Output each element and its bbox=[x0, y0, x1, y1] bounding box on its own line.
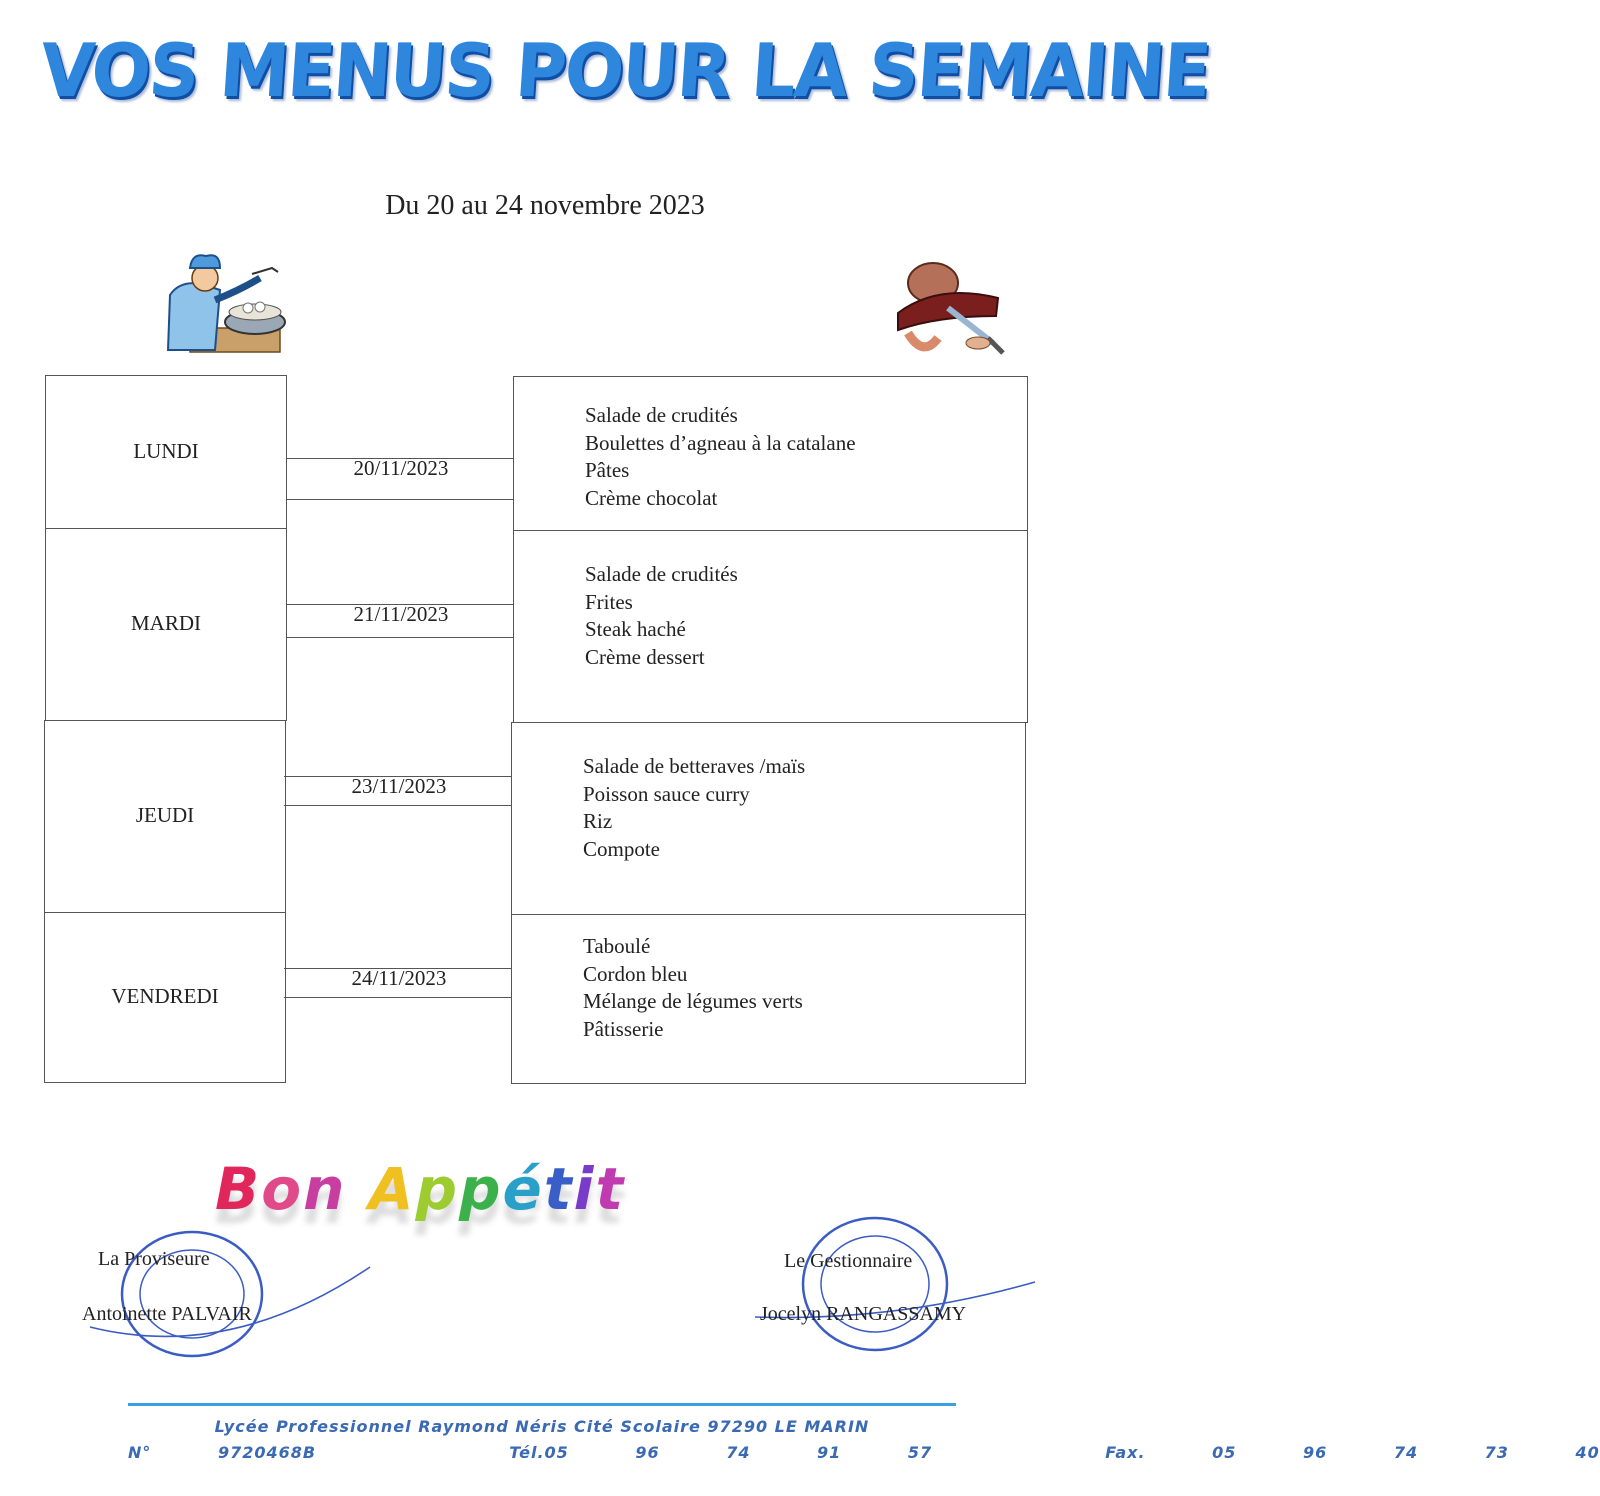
day-name: MARDI bbox=[130, 611, 201, 635]
day-name: JEUDI bbox=[135, 803, 195, 827]
date-label: 23/11/2023 bbox=[351, 774, 447, 798]
menu-item: Salade de betteraves /maïs bbox=[583, 754, 806, 778]
gestionnaire-stamp bbox=[795, 1212, 965, 1362]
day-box bbox=[44, 720, 286, 913]
menu-list bbox=[583, 933, 803, 1043]
menu-item: Frites bbox=[585, 589, 633, 614]
bon-appetit-banner bbox=[215, 1155, 875, 1250]
proviseure-role: La Proviseure bbox=[98, 1248, 210, 1270]
day-box bbox=[45, 375, 287, 529]
date-label: 24/11/2023 bbox=[351, 966, 447, 990]
day-name: LUNDI bbox=[133, 438, 199, 463]
menu-item: Boulettes d’agneau à la catalane bbox=[585, 430, 856, 455]
chef-cooking-illustration bbox=[160, 250, 290, 355]
footer-tel: Tél.05 96 74 91 57 bbox=[509, 1443, 933, 1462]
week-period: Du 20 au 24 novembre 2023 bbox=[385, 190, 705, 221]
footer-fax: Fax. 05 96 74 73 40 bbox=[1105, 1443, 1600, 1462]
menu-list bbox=[585, 561, 738, 671]
proviseure-stamp bbox=[110, 1222, 275, 1367]
day-box bbox=[45, 528, 287, 721]
gestionnaire-role: Le Gestionnaire bbox=[784, 1250, 913, 1272]
page-title: VOS MENUS POUR LA SEMAINE bbox=[37, 27, 1213, 114]
menu-item: Taboulé bbox=[583, 934, 651, 958]
date-label: 21/11/2023 bbox=[353, 602, 449, 626]
day-box bbox=[44, 912, 286, 1083]
footer-contacts bbox=[128, 1443, 1600, 1462]
menu-item: Pâtisserie bbox=[583, 1016, 664, 1041]
day-name: VENDREDI bbox=[111, 984, 219, 1008]
proviseure-name: Antoinette PALVAIR bbox=[82, 1303, 252, 1325]
menu-item: Salade de crudités bbox=[585, 562, 738, 586]
footer-rule bbox=[128, 1403, 956, 1406]
bon-appetit-text: Bon Appétit bbox=[215, 1155, 626, 1223]
date-label: 20/11/2023 bbox=[353, 456, 449, 480]
footer-siret: N° 9720468B bbox=[128, 1443, 317, 1462]
menu-item: Steak haché bbox=[585, 617, 686, 641]
menu-item: Compote bbox=[583, 836, 660, 861]
menu-item: Crème chocolat bbox=[585, 485, 718, 510]
menu-item: Salade de crudités bbox=[585, 403, 738, 427]
gestionnaire-name: Jocelyn RANGASSAMY bbox=[760, 1303, 967, 1325]
menu-item: Crème dessert bbox=[585, 644, 705, 669]
menu-item: Mélange de légumes verts bbox=[583, 989, 803, 1013]
menu-item: Riz bbox=[583, 809, 613, 833]
menu-item: Poisson sauce curry bbox=[583, 781, 750, 806]
footer-school-address: Lycée Professionnel Raymond Néris Cité Scolaire 97290 LE MARIN bbox=[214, 1417, 870, 1436]
menu-list bbox=[583, 753, 805, 863]
menu-item: Cordon bleu bbox=[583, 961, 688, 986]
charcuterie-illustration bbox=[878, 258, 1008, 358]
menu-list bbox=[585, 402, 856, 512]
menu-item: Pâtes bbox=[585, 458, 630, 482]
